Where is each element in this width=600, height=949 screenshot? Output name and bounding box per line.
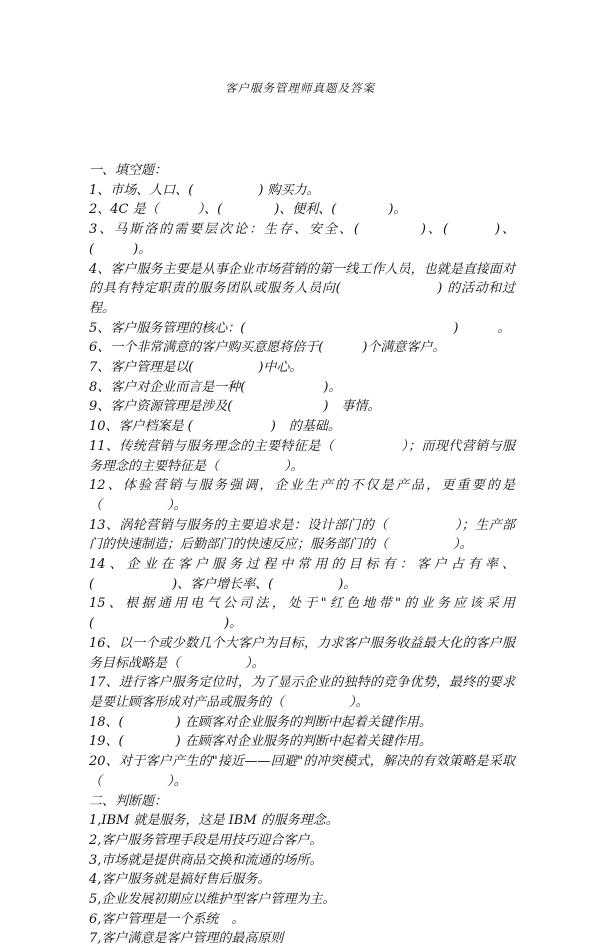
section-heading-fill-in: 一、填空题： [89,163,168,178]
judgment-item: 3,市场就是提供商品交换和流通的场所。 [89,852,323,868]
judgment-item: 5,企业发展初期应以维护型客户管理为主。 [89,892,336,908]
document-title: 客户服务管理师真题及答案 [225,81,375,95]
question-item: 14、企业在客户服务过程中常用的目标有：客户占有率、( )、客户增长率、( )。 [89,557,515,592]
question-item: 7、客户管理是以( )中心。 [89,360,303,376]
question-item: 15、根据通用电气公司法，处于"红色地带"的业务应该采用( )。 [89,596,515,632]
section-heading-true-false: 二、判断题： [89,793,168,809]
judgment-item: 7,客户满意是客户管理的最高原则 [89,931,284,947]
question-item: 2、4C 是（ ）、( )、便利、( )。 [89,202,407,218]
judgment-item: 1,IBM 就是服务，这是 IBM 的服务理念。 [89,813,339,829]
question-item: 13、涡轮营销与服务的主要追求是：设计部门的（ ）；生产部门的快速制造；后勤部门的快速反应；服务部门的（ ）。 [89,517,515,553]
question-item: 1、市场、人口、( ) 购买力。 [89,182,320,198]
judgment-item: 2,客户服务管理手段是用技巧迎合客户。 [89,832,323,848]
question-item: 5、客户服务管理的核心：( ) 。 [89,320,511,336]
judgment-item: 6,客户管理是一个系统 。 [89,911,245,927]
question-item: 16、以一个或少数几个大客户为目标，力求客户服务收益最大化的客户服务目标战略是（ ）。 [89,635,515,671]
question-item: 9、客户资源管理是涉及( ) 事情。 [89,399,381,415]
question-item: 18、( ) 在顾客对企业服务的判断中起着关键作用。 [89,714,432,730]
question-item: 12、体验营销与服务强调，企业生产的不仅是产品，更重要的是（ ）。 [89,478,515,513]
document-body [89,161,515,949]
question-item: 17、进行客户服务定位时，为了显示企业的独特的竞争优势，最终的要求是要让顾客形成对产品或服务的（ ）。 [89,675,515,710]
question-item: 20、对于客户产生的"接近——回避"的冲突模式，解决的有效策略是采取（ ）。 [89,754,515,789]
question-item: 3、马斯洛的需要层次论：生存、安全、( )、( )、( )。 [89,222,515,257]
question-item: 10、客户档案是 ( ) 的基础。 [89,419,341,435]
question-item: 11、传统营销与服务理念的主要特征是（ ）；而现代营销与服务理念的主要特征是（ ）。 [89,438,515,474]
question-item: 4、客户服务主要是从事企业市场营销的第一线工作人员，也就是直接面对的具有特定职责的服务团队或服务人员向( ) 的活动和过程。 [89,261,515,316]
question-item: 19、( ) 在顾客对企业服务的判断中起着关键作用。 [89,734,432,750]
question-item: 6、一个非常满意的客户购买意愿将倍于( )个满意客户。 [89,340,446,356]
judgment-item: 4,客户服务就是搞好售后服务。 [89,872,271,888]
question-item: 8、客户对企业而言是一种( )。 [89,379,342,395]
